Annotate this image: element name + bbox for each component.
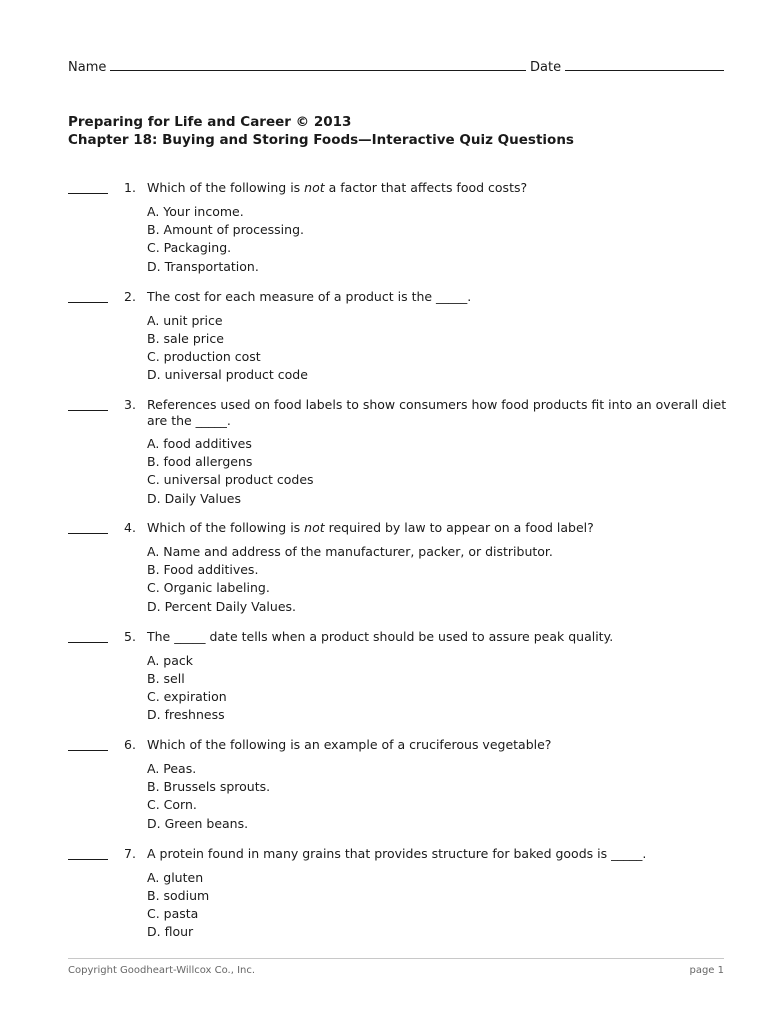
answer-blank[interactable] — [68, 183, 108, 194]
answer-option: D. universal product code — [147, 367, 308, 383]
answer-option: D. Green beans. — [147, 815, 249, 831]
answer-option: C. expiration — [147, 688, 227, 704]
question-6 — [68, 737, 728, 846]
answer-blank[interactable] — [68, 523, 108, 534]
question-4 — [68, 520, 728, 629]
question-7 — [68, 846, 728, 955]
question-text — [147, 846, 727, 862]
chapter-title: Chapter 18: Buying and Storing Foods—Interactive Quiz Questions — [68, 132, 574, 148]
answer-option: C. Organic labeling. — [147, 580, 270, 596]
answer-option: B. Amount of processing. — [147, 222, 304, 238]
book-title: Preparing for Life and Career © 2013 — [68, 114, 352, 130]
question-text — [147, 289, 727, 305]
answer-options — [147, 652, 227, 725]
answer-option: C. pasta — [147, 905, 199, 921]
question-5 — [68, 629, 728, 738]
answer-blank[interactable] — [68, 632, 108, 643]
answer-option: A. pack — [147, 652, 193, 668]
answer-option: A. Peas. — [147, 761, 197, 776]
question-list — [68, 180, 728, 954]
answer-option: B. Brussels sprouts. — [147, 779, 271, 795]
answer-options — [147, 543, 553, 616]
question-text-part: A protein found in many grains that provides structure for baked goods is _____. — [147, 845, 647, 861]
footer-page-number: page 1 — [689, 965, 724, 976]
question-text-part: required by law to appear on a food label? — [324, 520, 594, 535]
answer-option: B. sodium — [147, 887, 210, 903]
answer-option: D. Transportation. — [147, 258, 259, 274]
answer-option: C. universal product codes — [147, 472, 314, 488]
answer-options — [147, 435, 314, 508]
question-text-emphasis: not — [304, 180, 325, 195]
answer-options — [147, 312, 308, 385]
answer-options — [147, 203, 304, 276]
question-text — [147, 397, 727, 429]
answer-option: B. food allergens — [147, 454, 253, 470]
question-text — [147, 520, 727, 536]
question-text — [147, 180, 727, 196]
answer-blank[interactable] — [68, 740, 108, 751]
name-label: Name — [68, 60, 107, 75]
document-title — [68, 113, 574, 149]
answer-option: C. production cost — [147, 348, 261, 364]
question-text — [147, 737, 727, 753]
date-blank[interactable] — [565, 57, 724, 71]
answer-option: D. Percent Daily Values. — [147, 598, 296, 614]
question-text-emphasis: not — [304, 520, 325, 535]
footer-copyright: Copyright Goodheart-Willcox Co., Inc. — [68, 965, 256, 976]
question-text — [147, 629, 727, 645]
question-number: 1. — [124, 180, 136, 195]
question-2 — [68, 289, 728, 398]
answer-option: A. unit price — [147, 312, 223, 328]
question-number: 6. — [124, 737, 136, 752]
answer-option: A. gluten — [147, 869, 204, 885]
answer-option: D. freshness — [147, 707, 225, 723]
footer-divider — [68, 958, 724, 959]
answer-option: C. Corn. — [147, 797, 197, 813]
question-text-part: References used on food labels to show consumers how food products fit into an overall diet are the _____. — [147, 397, 727, 428]
question-text-part: Which of the following is — [147, 180, 305, 195]
answer-option: A. Your income. — [147, 204, 244, 219]
date-label: Date — [530, 60, 562, 75]
question-text-part: The cost for each measure of a product is the _____. — [147, 288, 472, 304]
header-line — [68, 57, 724, 75]
answer-options — [147, 760, 270, 833]
answer-blank[interactable] — [68, 400, 108, 411]
question-number: 7. — [124, 845, 136, 861]
answer-option: D. Daily Values — [147, 490, 242, 506]
question-1 — [68, 180, 728, 289]
question-3 — [68, 397, 728, 520]
answer-option: A. Name and address of the manufacturer, packer, or distributor. — [147, 544, 553, 559]
answer-blank[interactable] — [68, 292, 108, 303]
question-number: 4. — [124, 520, 136, 535]
answer-option: C. Packaging. — [147, 240, 232, 256]
question-number: 2. — [124, 288, 136, 304]
question-number: 3. — [124, 397, 136, 412]
question-text-part: Which of the following is an example of a cruciferous vegetable? — [147, 737, 552, 752]
answer-option: B. Food additives. — [147, 562, 259, 578]
answer-blank[interactable] — [68, 849, 108, 860]
answer-option: B. sale price — [147, 330, 224, 346]
question-text-part: a factor that affects food costs? — [324, 180, 528, 195]
answer-option: B. sell — [147, 670, 185, 686]
answer-option: D. flour — [147, 924, 194, 940]
answer-option: A. food additives — [147, 436, 252, 451]
name-blank[interactable] — [110, 57, 526, 71]
question-text-part: Which of the following is — [147, 520, 305, 535]
answer-options — [147, 869, 209, 942]
question-number: 5. — [124, 628, 136, 644]
question-text-part: The _____ date tells when a product should be used to assure peak quality. — [147, 628, 614, 644]
